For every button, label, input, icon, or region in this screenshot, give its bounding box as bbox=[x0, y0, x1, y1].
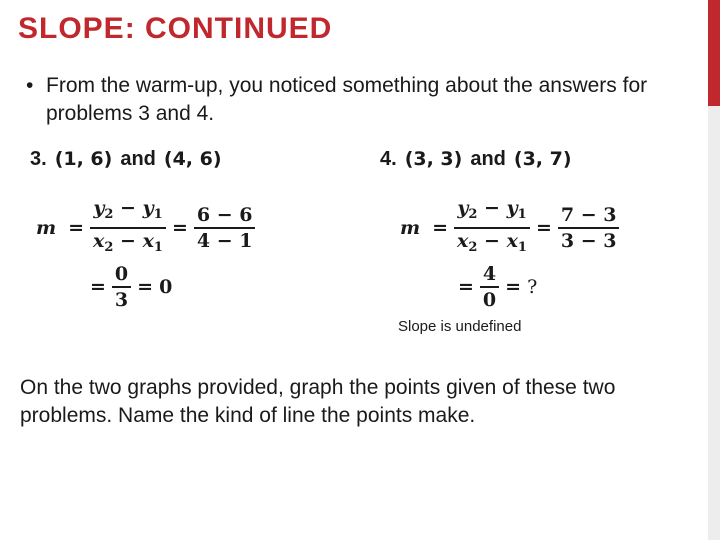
side-bar-accent bbox=[708, 0, 720, 106]
problem-4-result bbox=[452, 262, 537, 312]
fraction-numerator: $y_2 - y_1$ bbox=[457, 197, 527, 222]
equals-sign: = bbox=[535, 217, 552, 239]
fraction-denominator: $x_2 - x_1$ bbox=[457, 230, 527, 255]
problem-4-number: 4. bbox=[380, 148, 397, 170]
problem-4-point-a: (3, 3) bbox=[404, 148, 463, 170]
fraction-denominator: $x_2 - x_1$ bbox=[93, 230, 163, 255]
bullet-symbol: • bbox=[26, 74, 34, 97]
equals-sign: = bbox=[137, 276, 154, 298]
equals-sign: = bbox=[432, 217, 449, 239]
bullet-point bbox=[26, 72, 666, 128]
substituted-numerator: 7 − 3 bbox=[560, 204, 617, 226]
substituted-fraction bbox=[558, 203, 620, 253]
problem-3-connector: and bbox=[120, 148, 156, 170]
substituted-fraction bbox=[194, 203, 256, 253]
problem-3-point-b: (4, 6) bbox=[163, 148, 222, 170]
substituted-denominator: 3 − 3 bbox=[560, 230, 617, 252]
instruction-paragraph: On the two graphs provided, graph the points given of these two problems. Name the kind of line the points make. bbox=[20, 376, 616, 427]
equals-sign: = bbox=[68, 217, 85, 239]
problem-3-number: 3. bbox=[30, 148, 47, 170]
slide-title: SLOPE: CONTINUED bbox=[18, 12, 333, 45]
result-fraction bbox=[112, 262, 131, 312]
undefined-slope-note: Slope is undefined bbox=[398, 318, 522, 335]
problem-3-point-a: (1, 6) bbox=[54, 148, 113, 170]
problem-4-heading bbox=[380, 148, 572, 171]
problem-4-slope-formula bbox=[400, 196, 619, 260]
slope-variable: m bbox=[36, 217, 57, 239]
equals-sign: = bbox=[90, 276, 106, 298]
slope-definition-fraction bbox=[454, 196, 530, 260]
result-denominator: 3 bbox=[114, 289, 129, 311]
equals-sign: = bbox=[505, 276, 522, 298]
slope-definition-fraction bbox=[90, 196, 166, 260]
slope-value: ? bbox=[527, 276, 538, 298]
problem-4-point-b: (3, 7) bbox=[513, 148, 572, 170]
result-numerator: 4 bbox=[482, 263, 497, 285]
fraction-numerator: $y_2 - y_1$ bbox=[93, 197, 163, 222]
slope-variable: m bbox=[400, 217, 421, 239]
bullet-text: From the warm-up, you noticed something about the answers for problems 3 and 4. bbox=[46, 74, 648, 125]
result-fraction bbox=[480, 262, 499, 312]
slope-value: 0 bbox=[159, 276, 173, 298]
problem-3-heading bbox=[30, 148, 222, 171]
substituted-numerator: 6 − 6 bbox=[196, 204, 253, 226]
equals-sign: = bbox=[171, 217, 188, 239]
substituted-denominator: 4 − 1 bbox=[196, 230, 253, 252]
result-denominator: 0 bbox=[482, 289, 497, 311]
result-numerator: 0 bbox=[114, 263, 129, 285]
problem-4-connector: and bbox=[470, 148, 506, 170]
problem-3-result bbox=[84, 262, 172, 312]
equals-sign: = bbox=[458, 276, 474, 298]
problem-3-slope-formula bbox=[36, 196, 255, 260]
